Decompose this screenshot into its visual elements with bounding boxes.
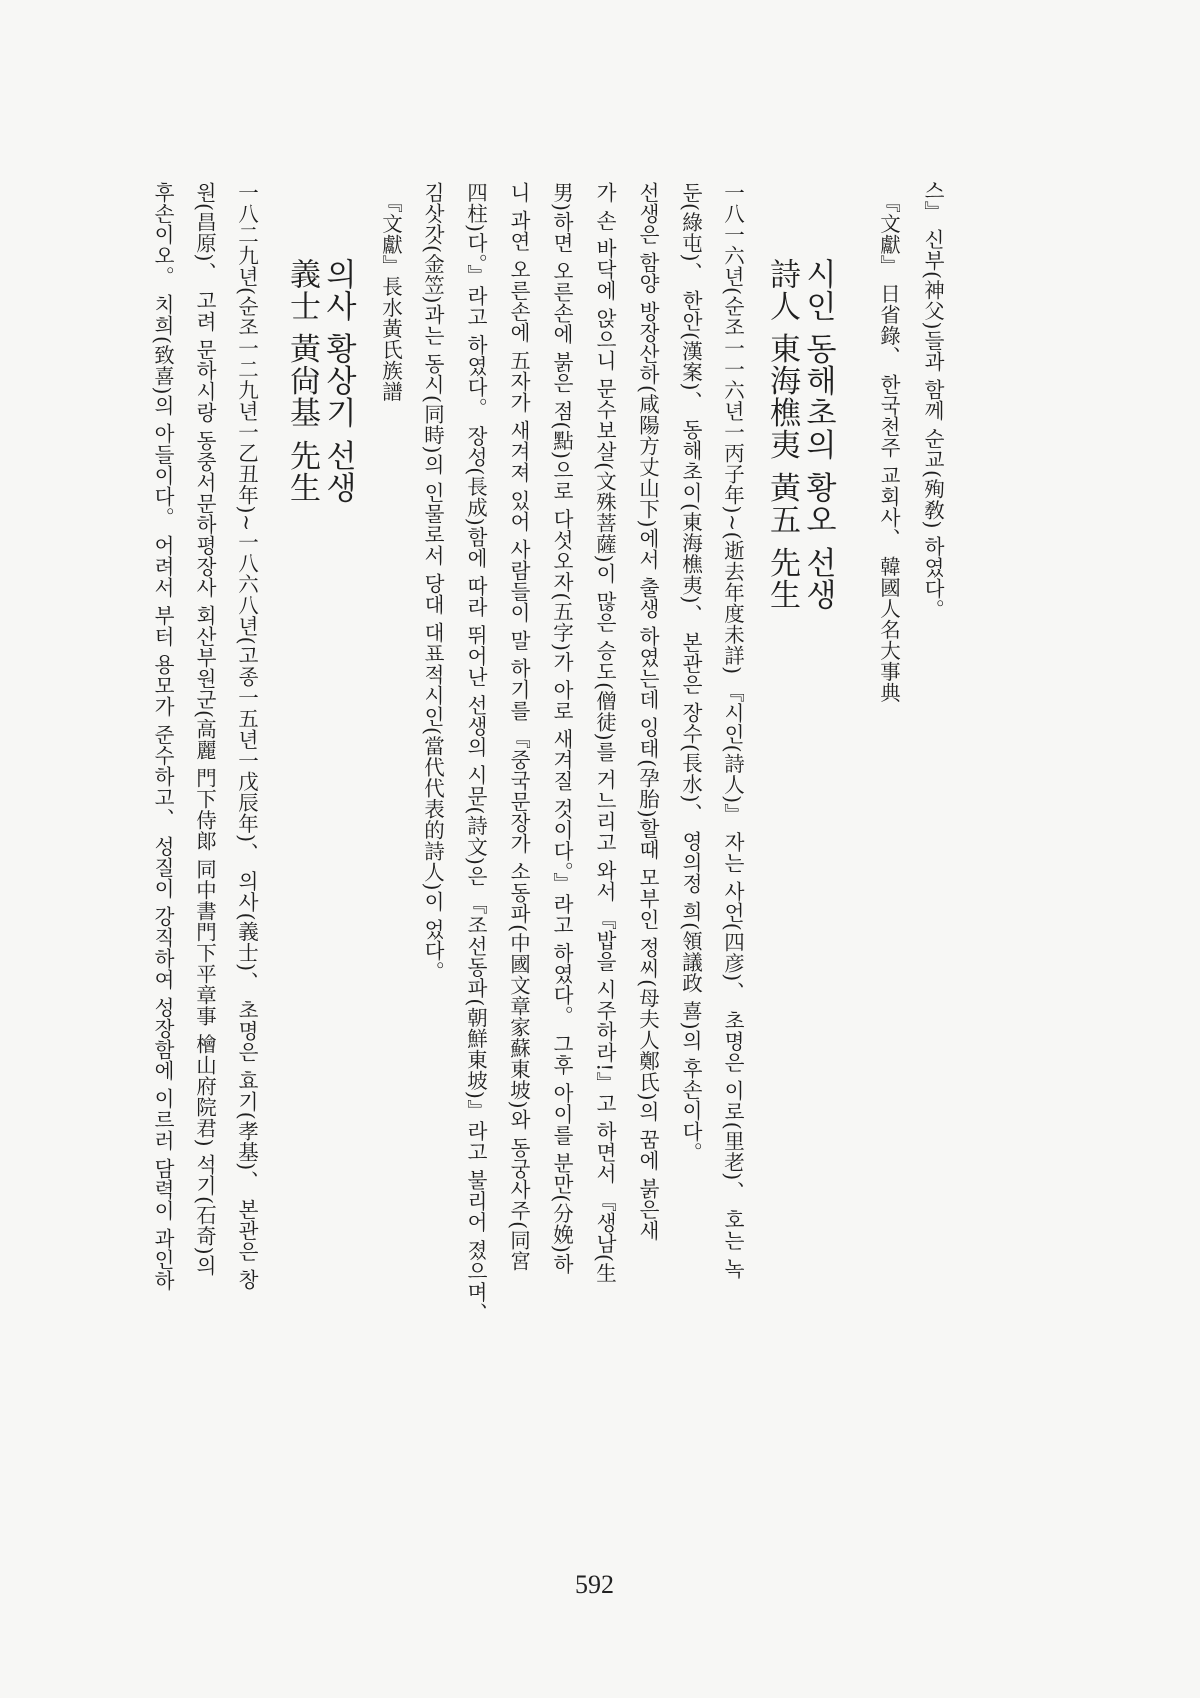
text-column-13: 원(昌原)、 고려 문하시랑 동중서문하평장사 회산부원군(高麗 門下侍郞 同中書門下平章事 檜山府院君) 석기(石奇)의 — [192, 182, 217, 1277]
section-heading-2-hanja: 義士 黃尙基 先生 — [284, 258, 320, 504]
text-column-2: 『文獻』 日省錄、 한국천주 교회사、 韓國人名大事典 — [876, 192, 901, 704]
section-heading-2-hangul: 의사 황상기 선생 — [320, 258, 356, 504]
text-column-1: 스』 신부(神父)들과 함께 순교(殉敎) 하였다。 — [920, 180, 945, 621]
text-column-3: 一八一六년(순조一一六년一丙子年)~(逝去年度未詳) 『시인(詩人)』 자는 사언(四彦)、 초명은 이로(里老)、 호는 녹 — [720, 182, 745, 1279]
text-column-11: 『文獻』長水黃氏族譜 — [378, 192, 403, 402]
text-column-4: 둔(綠屯)、 한안(漢案)、 동해초이(東海樵夷)、 본관은 장수(長水)、 영의정 희(領議政 喜)의 후손이다。 — [678, 182, 703, 1164]
text-column-10: 김삿갓(金笠)과는 동시(同時)의 인물로서 당대 대표적시인(當代代表的詩人)이 었다。 — [420, 182, 445, 983]
text-column-8: 니 과연 오른손에 五자가 새겨져 있어 사람들이 말 하기를 『중국문장가 소동파(中國文章家蘇東坡)와 동궁사주(同宮 — [506, 182, 531, 1272]
text-column-14: 후손이오。 치희(致喜)의 아들이다。 어려서 부터 용모가 준수하고、 성질이 강직하여 성장함에 이르러 담력이 과인하 — [150, 182, 175, 1292]
text-column-9: 四柱)다。』라고 하였다。 장성(長成)함에 따라 뛰어난 선생의 시문(詩文)은 『조선동파(朝鮮東坡)』라고 불리어 졌으며、 — [463, 182, 488, 1324]
text-column-6: 가 손 바닥에 앉으니 문수보살(文殊菩薩)이 많은 승도(僧徒)를 거느리고 와서 『밥을 시주하라!』고 하면서 『생남(生 — [592, 182, 617, 1284]
text-column-12: 一八二九년(순조一二九년一乙丑年)~一八六八년(고종一五년一戊辰年)、 의사(義士)、 초명은 효기(孝基)、 본관은 창 — [234, 182, 259, 1290]
text-column-5: 선생은 함양 방장산하(咸陽方丈山下)에서 출생 하였는데 잉태(孕胎)할때 모부인 정씨(母夫人鄭氏)의 꿈에 붉은새 — [635, 182, 660, 1242]
text-column-7: 男)하면 오른손에 붉은 점(點)으로 다섯오자(五字)가 아로 새겨질 것이다。』라고 하였다。 그후 아이를 분만(分娩)하 — [549, 182, 574, 1275]
page-number: 592 — [575, 1570, 614, 1599]
section-heading-1-hanja: 詩人 東海樵夷 黃五 先生 — [764, 258, 800, 611]
section-heading-1-hangul: 시인 동해초의 황오 선생 — [800, 258, 836, 611]
